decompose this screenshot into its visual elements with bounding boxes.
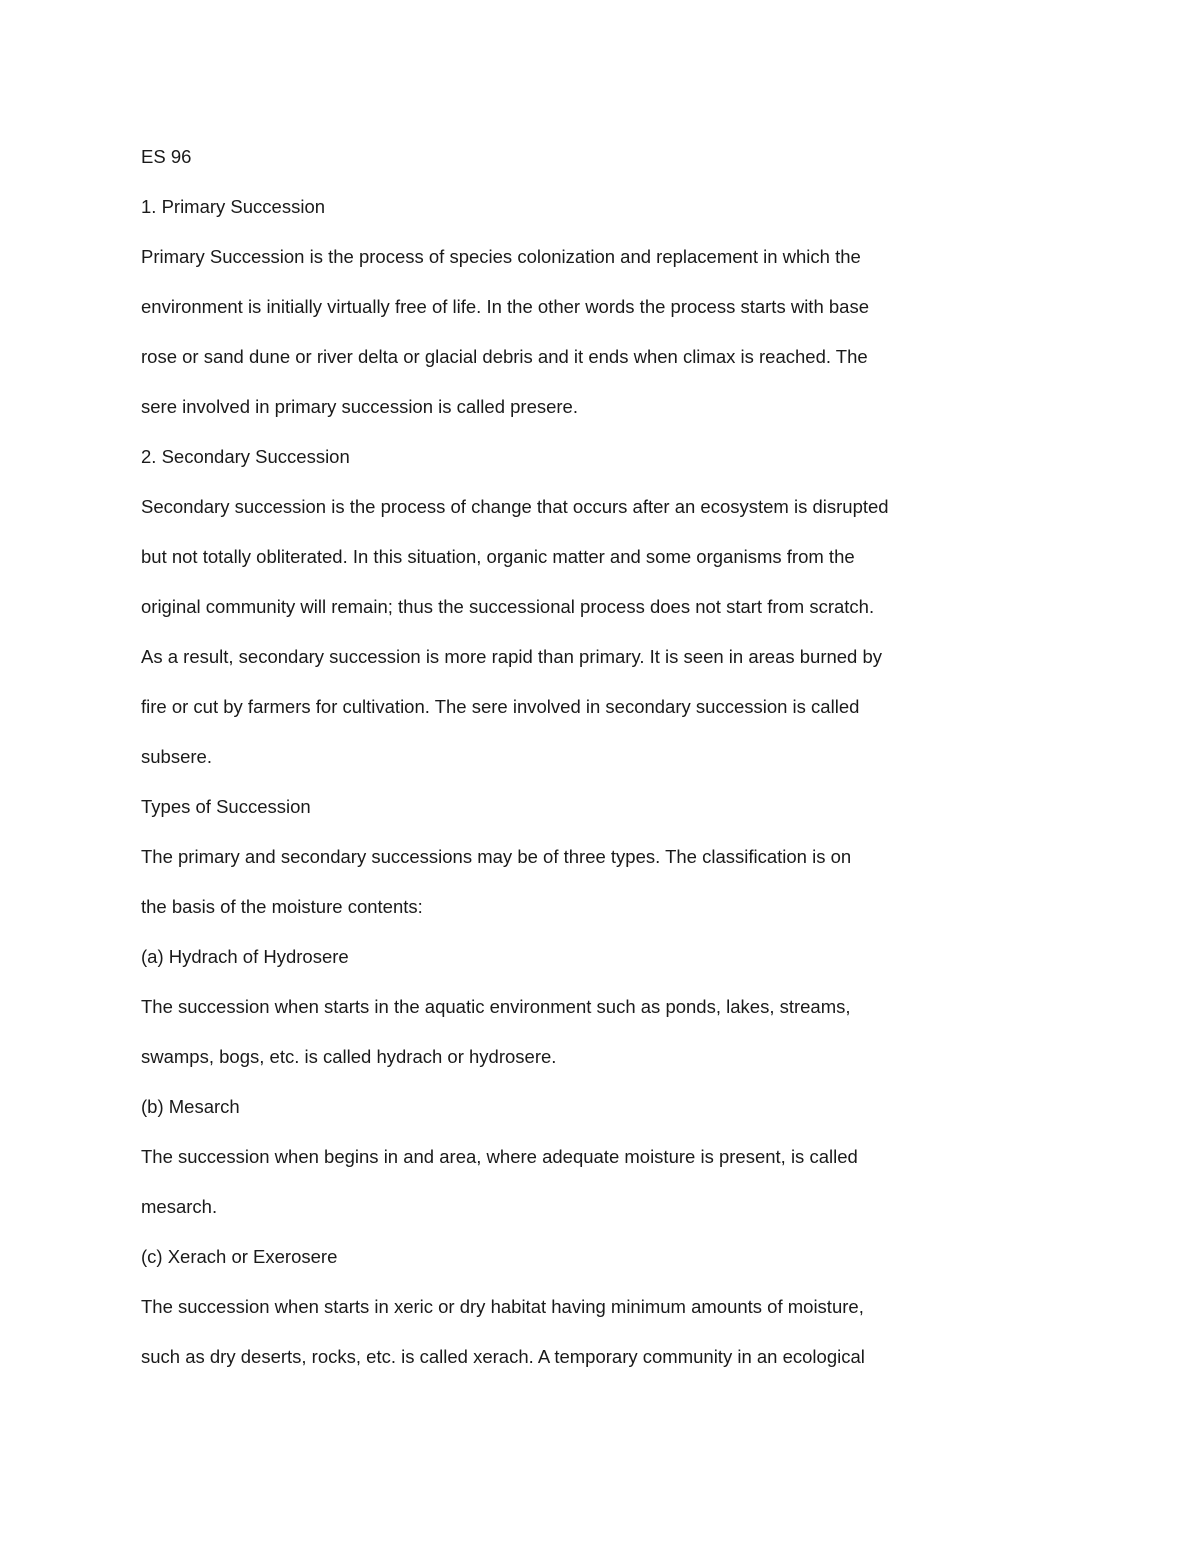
paragraph-line: The succession when starts in xeric or dry habitat having minimum amounts of moisture, (141, 1296, 864, 1317)
paragraph-line: fire or cut by farmers for cultivation. The sere involved in secondary succession is called (141, 696, 860, 717)
paragraph-line: original community will remain; thus the successional process does not start from scratch. (141, 596, 875, 617)
paragraph-line: The succession when starts in the aquatic environment such as ponds, lakes, streams, (141, 996, 851, 1017)
document-body (141, 140, 941, 1390)
paragraph-line: subsere. (141, 746, 212, 767)
paragraph-line: Primary Succession is the process of species colonization and replacement in which the (141, 246, 861, 267)
heading-xerach: (c) Xerach or Exerosere (141, 1246, 338, 1267)
paragraph-line: such as dry deserts, rocks, etc. is called xerach. A temporary community in an ecological (141, 1346, 865, 1367)
paragraph-line: Secondary succession is the process of change that occurs after an ecosystem is disrupted (141, 496, 889, 517)
paragraph-line: mesarch. (141, 1196, 218, 1217)
paragraph-line: The succession when begins in and area, where adequate moisture is present, is called (141, 1146, 858, 1167)
paragraph-line: environment is initially virtually free of life. In the other words the process starts with base (141, 296, 869, 317)
paragraph-line: sere involved in primary succession is called presere. (141, 396, 578, 417)
heading-types-of-succession: Types of Succession (141, 796, 311, 817)
paragraph-line: The primary and secondary successions may be of three types. The classification is on (141, 846, 852, 867)
heading-hydrach: (a) Hydrach of Hydrosere (141, 946, 349, 967)
course-code: ES 96 (141, 146, 192, 167)
paragraph-line: As a result, secondary succession is more rapid than primary. It is seen in areas burned by (141, 646, 883, 667)
paragraph-line: rose or sand dune or river delta or glacial debris and it ends when climax is reached. The (141, 346, 868, 367)
heading-mesarch: (b) Mesarch (141, 1096, 240, 1117)
paragraph-line: but not totally obliterated. In this situation, organic matter and some organisms from the (141, 546, 855, 567)
heading-primary-succession: 1. Primary Succession (141, 196, 326, 217)
paragraph-line: the basis of the moisture contents: (141, 896, 423, 917)
heading-secondary-succession: 2. Secondary Succession (141, 446, 350, 467)
paragraph-line: swamps, bogs, etc. is called hydrach or hydrosere. (141, 1046, 557, 1067)
